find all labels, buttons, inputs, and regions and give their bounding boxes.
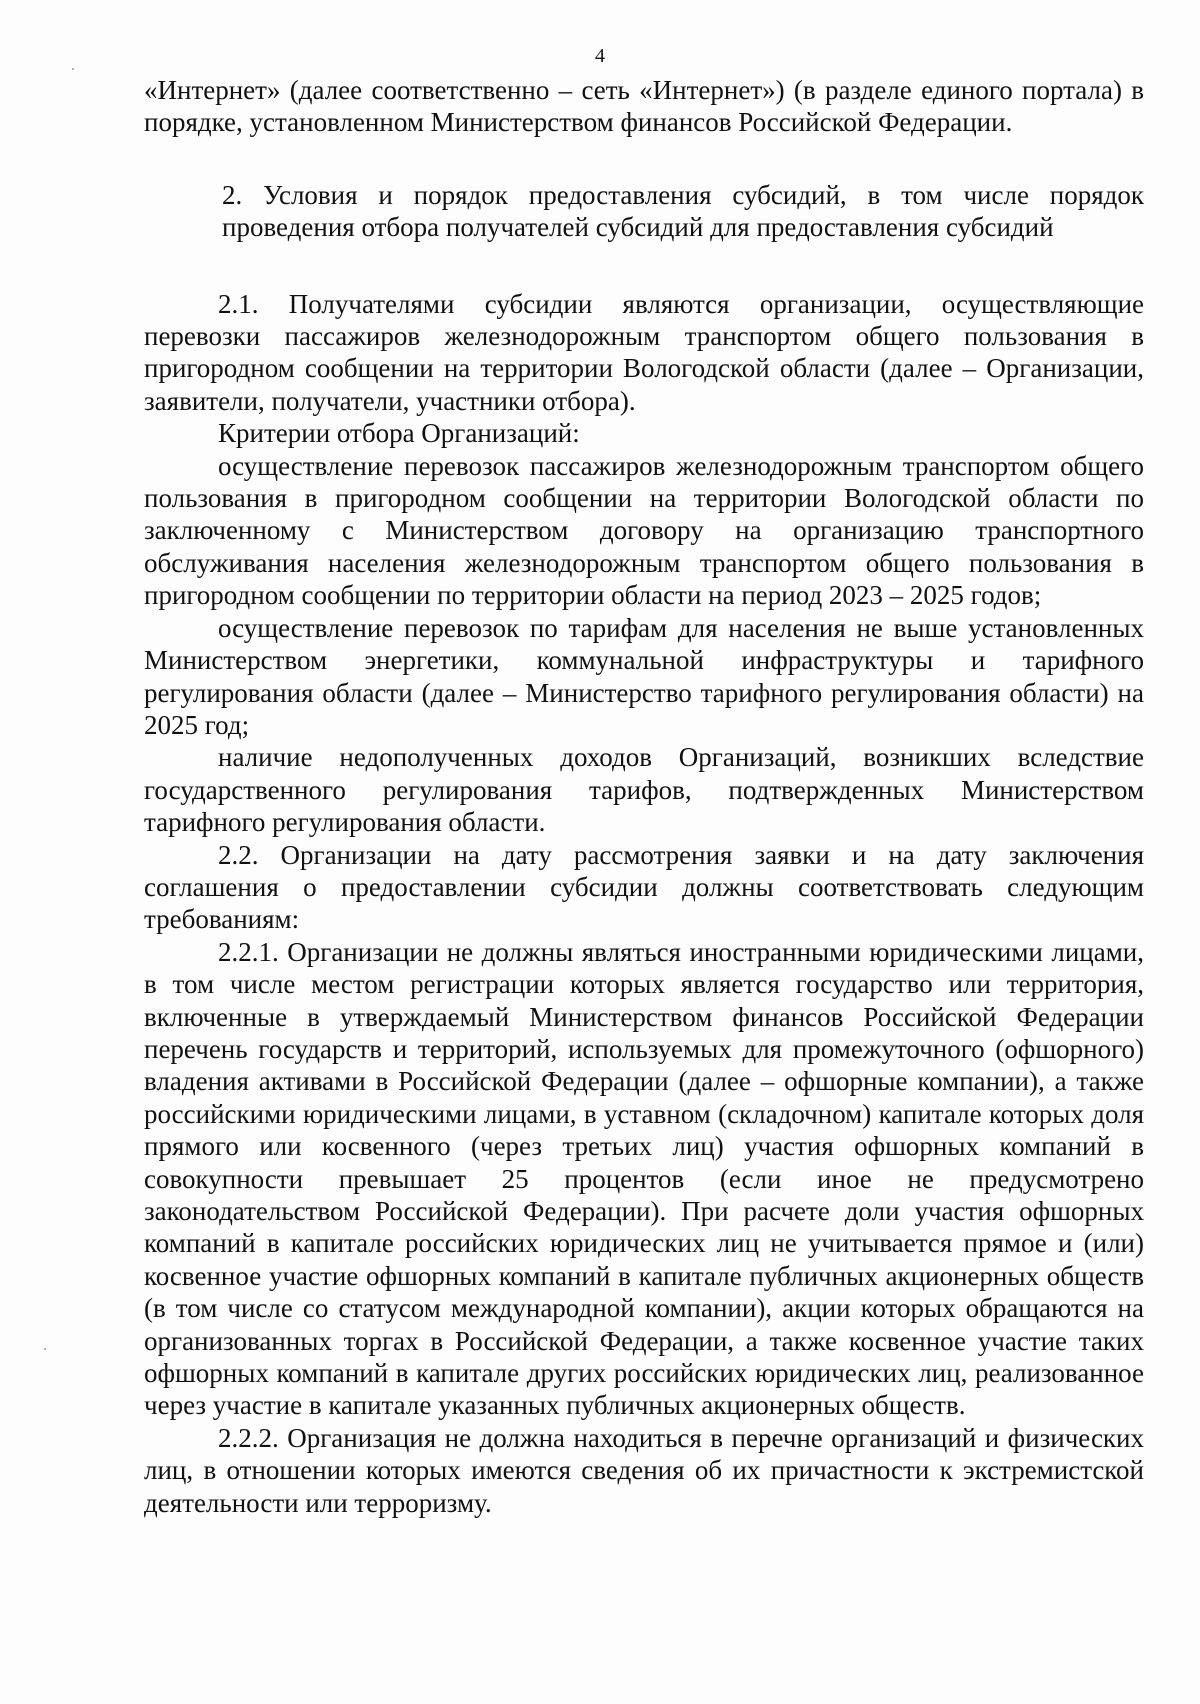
section-heading-2: 2. Условия и порядок предоставления субсидий, в том числе порядок проведения отбора получателей субсидий для предоставления субсидий <box>222 179 1144 243</box>
paragraph-2-2-1: 2.2.1. Организации не должны являться иностранными юридическими лицами, в том числе местом регистрации которых является государство или территория, включенные в утверждаемый Министерством финансов Российской Федерации перечень государств и территорий, используемых для промежуточного (офшорного) владения активами в Российской Федерации (далее – офшорные компании), а также российскими юридическими лицами, в уставном (складочном) капитале которых доля прямого или косвенного (через третьих лиц) участия офшорных компаний в совокупности превышает 25 процентов (если иное не предусмотрено законодательством Российской Федерации). При расчете доли участия офшорных компаний в капитале российских юридических лиц не учитывается прямое и (или) косвенное участие офшорных компаний в капитале публичных акционерных обществ (в том числе со статусом международной компании), акции которых обращаются на организованных торгах в Российской Федерации, а также косвенное участие таких офшорных компаний в капитале других российских юридических лиц, реализованное через участие в капитале указанных публичных акционерных обществ. <box>144 936 1144 1421</box>
paragraph-2-2: 2.2. Организации на дату рассмотрения заявки и на дату заключения соглашения о предоставлении субсидии должны соответствовать следующим требованиям: <box>144 839 1144 935</box>
paragraph-2-2-2: 2.2.2. Организация не должна находиться в перечне организаций и физических лиц, в отношении которых имеются сведения об их причастности к экстремистской деятельности или терроризму. <box>144 1422 1144 1518</box>
scan-speck <box>72 68 74 70</box>
document-body <box>144 74 1144 1519</box>
paragraph-criterion-1: осуществление перевозок пассажиров железнодорожным транспортом общего пользования в пригородном сообщении на территории Вологодской области по заключенному с Министерством договору на организацию транспортного обслуживания населения железнодорожным транспортом общего пользования в пригородном сообщении по территории области на период 2023 – 2025 годов; <box>144 450 1144 611</box>
paragraph-2-1: 2.1. Получателями субсидии являются организации, осуществляющие перевозки пассажиров железнодорожным транспортом общего пользования в пригородном сообщении на территории Вологодской области (далее – Организации, заявители, получатели, участники отбора). <box>144 288 1144 416</box>
scan-speck <box>44 1348 46 1350</box>
page-number: 4 <box>595 45 605 67</box>
paragraph-portal-continuation: «Интернет» (далее соответственно – сеть «Интернет») (в разделе единого портала) в порядке, установленном Министерством финансов Российской Федерации. <box>144 75 1144 138</box>
paragraph-criterion-2: осуществление перевозок по тарифам для населения не выше установленных Министерством энергетики, коммунальной инфраструктуры и тарифного регулирования области (далее – Министерство тарифного регулирования области) на 2025 год; <box>144 612 1144 740</box>
paragraph-criteria-heading: Критерии отбора Организаций: <box>218 418 580 449</box>
paragraph-criterion-3: наличие недополученных доходов Организаций, возникших вследствие государственного регулирования тарифов, подтвержденных Министерством тарифного регулирования области. <box>144 742 1144 838</box>
